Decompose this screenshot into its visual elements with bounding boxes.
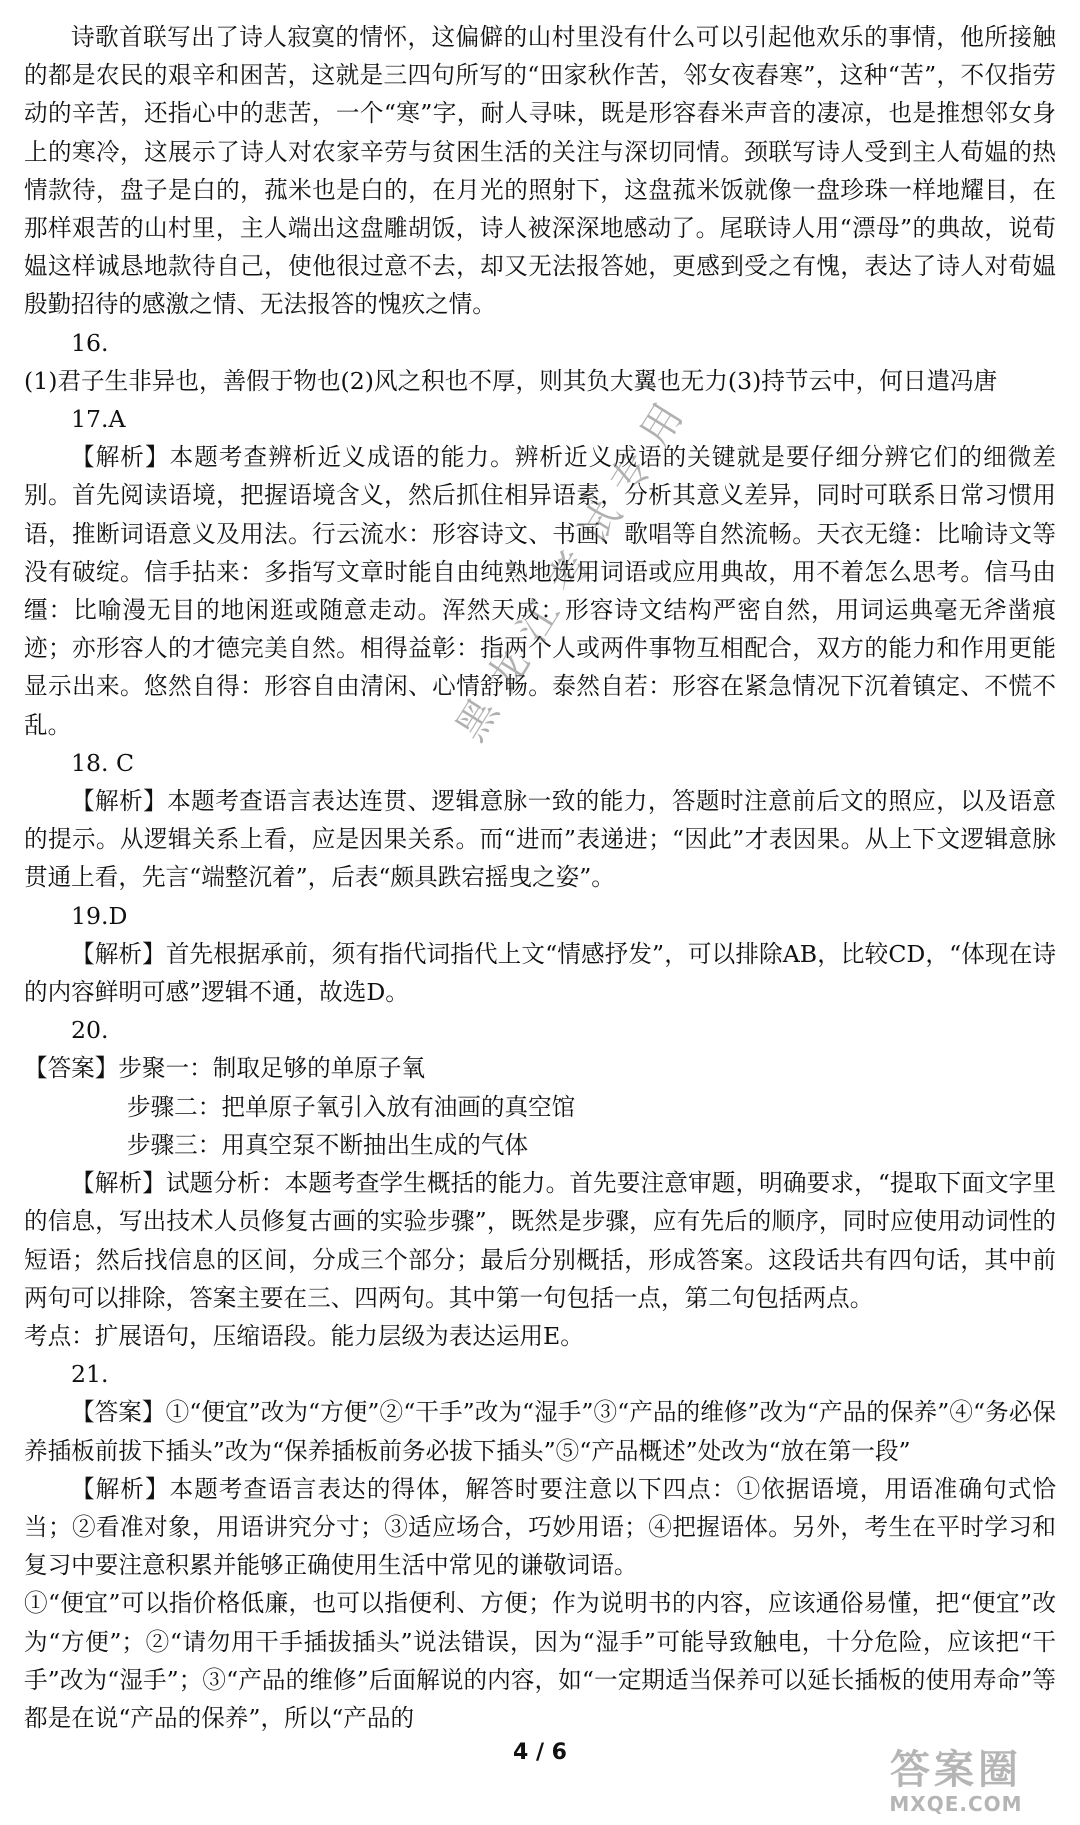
site-logo-title: 答案圈 xyxy=(890,1747,1022,1793)
question-21-explanation: 【解析】本题考查语言表达的得体，解答时要注意以下四点：①依据语境，用语准确句式恰当；②看准对象，用语讲究分寸；③适应场合，巧妙用语；④把握语体。另外，考生在平时学习和复习中要注意积累并能够正确使用生活中常见的谦敬词语。 xyxy=(24,1474,1056,1580)
question-16-number: 16. xyxy=(71,328,109,357)
question-20-number: 20. xyxy=(71,1016,109,1045)
question-20-answer-step2: 步骤二：把单原子氧引入放有油画的真空馆 xyxy=(127,1092,576,1121)
page-number: 4 / 6 xyxy=(513,1740,567,1765)
site-logo xyxy=(846,1748,1066,1818)
question-21-answer: 【答案】①“便宜”改为“方便”②“干手”改为“湿手”③“产品的维修”改为“产品的保养”④“务必保养插板前拔下插头”改为“保养插板前务必拔下插头”⑤“产品概述”处改为“放在第一段” xyxy=(24,1398,1056,1465)
question-21-number: 21. xyxy=(71,1360,109,1389)
poem-analysis-paragraph: 诗歌首联写出了诗人寂寞的情怀，这偏僻的山村里没有什么可以引起他欢乐的事情，他所接触的都是农民的艰辛和困苦，这就是三四句所写的“田家秋作苦，邻女夜舂寒”，这种“苦”，不仅指劳动的辛苦，还指心中的悲苦，一个“寒”字，耐人寻味，既是形容舂米声音的凄凉，也是推想邻女身上的寒冷，这展示了诗人对农家辛劳与贫困生活的关注与深切同情。颈联写诗人受到主人荀媪的热情款待，盘子是白的，菰米也是白的，在月光的照射下，这盘菰米饭就像一盘珍珠一样地耀目，在那样艰苦的山村里，主人端出这盘雕胡饭，诗人被深深地感动了。尾联诗人用“漂母”的典故，说荀媪这样诚恳地款待自己，使他很过意不去，却又无法报答她，更感到受之有愧，表达了诗人对荀媪殷勤招待的感激之情、无法报答的愧疚之情。 xyxy=(24,23,1056,319)
question-20-explanation: 【解析】试题分析：本题考查学生概括的能力。首先要注意审题，明确要求，“提取下面文字里的信息，写出技术人员修复古画的实验步骤”，既然是步骤，应有先后的顺序，同时应使用动词性的短语；然后找信息的区间，分成三个部分；最后分别概括，形成答案。这段话共有四句话，其中前两句可以排除，答案主要在三、四两句。其中第一句包括一点，第二句包括两点。 xyxy=(24,1169,1056,1312)
question-17-explanation: 【解析】本题考查辨析近义成语的能力。辨析近义成语的关键就是要仔细分辨它们的细微差别。首先阅读语境，把握语境含义，然后抓住相异语素，分析其意义差异，同时可联系日常习惯用语，推断词语意义及用法。行云流水：形容诗文、书画、歌唱等自然流畅。天衣无缝：比喻诗文等没有破绽。信手拈来：多指写文章时能自由纯熟地选用词语或应用典故，用不着怎么思考。信马由缰：比喻漫无目的地闲逛或随意走动。浑然天成：形容诗文结构严密自然，用词运典毫无斧凿痕迹；亦形容人的才德完美自然。相得益彰：指两个人或两件事物互相配合，双方的能力和作用更能显示出来。悠然自得：形容自由清闲、心情舒畅。泰然自若：形容在紧急情况下沉着镇定、不慌不乱。 xyxy=(24,443,1056,739)
question-21-detail: ①“便宜”可以指价格低廉，也可以指便利、方便；作为说明书的内容，应该通俗易懂，把“便宜”改为“方便”；②“请勿用干手插拔插头”说法错误，因为“湿手”可能导致触电，十分危险，应该把“干手”改为“湿手”；③“产品的维修”后面解说的内容，如“一定期适当保养可以延长插板的使用寿命”等都是在说“产品的保养”，所以“产品的 xyxy=(24,1589,1056,1732)
question-20-answer-step3: 步骤三：用真空泵不断抽出生成的气体 xyxy=(127,1130,529,1159)
site-logo-domain: MXQE.COM xyxy=(889,1792,1023,1816)
exam-watermark: 黑龙江考试专用 xyxy=(447,380,702,750)
question-20-key-point: 考点：扩展语句，压缩语段。能力层级为表达运用E。 xyxy=(24,1321,584,1350)
question-19-explanation: 【解析】首先根据承前，须有指代词指代上文“情感抒发”，可以排除AB，比较CD，“体现在诗的内容鲜明可感”逻辑不通，故选D。 xyxy=(24,939,1056,1007)
question-16-answer: (1)君子生非异也，善假于物也(2)风之积也不厚，则其负大翼也无力(3)持节云中，何日遣冯唐 xyxy=(24,366,998,395)
question-17-number: 17.A xyxy=(71,405,126,434)
question-18-number: 18. C xyxy=(71,748,135,777)
question-18-explanation: 【解析】本题考查语言表达连贯、逻辑意脉一致的能力，答题时注意前后文的照应，以及语意的提示。从逻辑关系上看，应是因果关系。而“进而”表递进；“因此”才表因果。从上下文逻辑意脉贯通上看，先言“端整沉着”，后表“颇具跌宕摇曳之姿”。 xyxy=(24,787,1056,892)
question-19-number: 19.D xyxy=(71,901,128,930)
question-20-answer-step1: 【答案】步聚一：制取足够的单原子氧 xyxy=(24,1054,426,1083)
answer-content xyxy=(24,18,1056,1737)
